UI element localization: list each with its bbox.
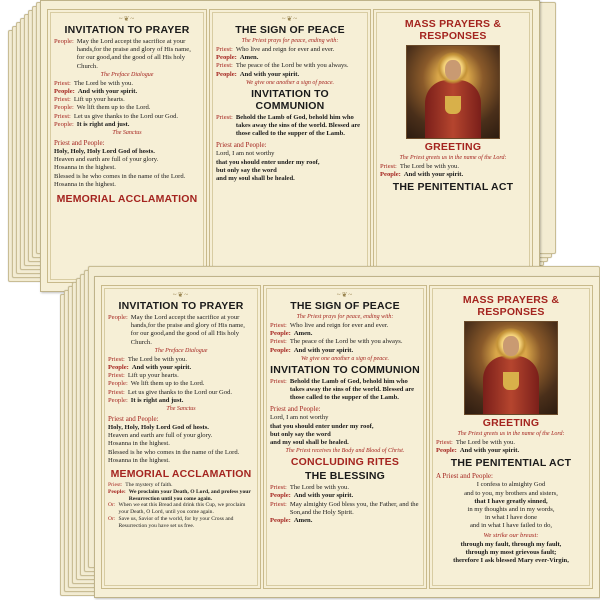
text-line: May the Lord accept the sacrifice at your hands,for the praise and glory of His name, for our good,and the good of all His holy Church. [130, 314, 245, 346]
ornament-divider: ~❦~ [336, 291, 354, 299]
text-line: People: [108, 364, 129, 372]
text-line: And with your spirit. [293, 346, 354, 354]
text-line: We strike our breast: [483, 531, 539, 539]
text-line: Who live and reign for ever and ever. [235, 46, 335, 53]
text-line: Priest: [270, 484, 287, 492]
decorative-shape [54, 104, 200, 112]
decorative-shape [445, 60, 461, 80]
decorative-shape [54, 80, 200, 88]
mass-prayers-panel [373, 9, 533, 283]
text-line: May the Lord accept the sacrifice at your hands,for the praise and glory of His name, for our good,and the good of all His holy Church. [76, 38, 191, 70]
text-line: and in what I have failed to do, [469, 522, 553, 530]
decorative-shape [108, 516, 254, 530]
decorative-shape [380, 163, 526, 171]
text-line: Or: [108, 502, 116, 509]
text-line: The Preface Dialogue [100, 71, 154, 78]
text-line: THE SIGN OF PEACE [235, 24, 345, 36]
decorative-shape [108, 489, 254, 503]
text-line: Behold the Lamb of God, behold him who takes away the sins of the world. Blessed are those called to the supper of the Lamb. [289, 377, 415, 402]
text-line: People: [380, 171, 401, 179]
decorative-shape [270, 492, 420, 500]
decorative-shape [216, 114, 364, 139]
decorative-shape [108, 397, 254, 405]
text-line: MASS PRAYERS & RESPONSES [404, 18, 502, 42]
text-line: Priest: [270, 377, 287, 385]
text-line: Heaven and earth are full of your glory. [54, 156, 159, 164]
text-line: THE BLESSING [305, 470, 385, 483]
text-line: THE PENITENTIAL ACT [450, 457, 572, 470]
text-line: The Priest prays for peace, ending with: [296, 314, 394, 320]
text-line: CONCLUDING RITES [290, 456, 400, 469]
text-line: Save us, Savior of the world, for by your Cross and Resurrection you have set us free. [118, 516, 234, 529]
decorative-shape [270, 330, 420, 338]
text-line: People: [108, 488, 126, 495]
text-line: Priest: [270, 338, 287, 346]
text-line: GREETING [424, 141, 482, 153]
text-line: And with your spirit. [459, 447, 520, 455]
decorative-shape [108, 364, 254, 372]
text-line: And with your spirit. [131, 364, 192, 372]
decorative-shape [108, 356, 254, 364]
text-line: It is right and just. [76, 120, 130, 128]
decorative-shape [108, 502, 254, 516]
text-line: MEMORIAL ACCLAMATION [56, 193, 198, 206]
text-line: People: [270, 517, 291, 525]
text-line: A Priest and People: [436, 472, 493, 481]
text-line: The Priest prays for peace, ending with: [241, 38, 339, 44]
text-line: Priest: [108, 372, 125, 380]
text-line: And with your spirit. [403, 171, 464, 179]
ornament-divider: ~❦~ [118, 15, 136, 23]
text-line: that I have greatly sinned, [474, 497, 548, 505]
decorative-shape [216, 46, 364, 54]
invitation-panel-front [101, 285, 261, 589]
text-line: and my soul shall be healed. [216, 175, 295, 183]
text-line: in my thoughts and in my words, [467, 506, 555, 514]
text-line: Priest: [108, 388, 125, 396]
text-line: People: [108, 380, 128, 388]
text-line: Behold the Lamb of God, behold him who takes away the sins of the world. Blessed are those called to the supper of the Lamb. [235, 113, 361, 138]
decorative-shape [108, 482, 254, 489]
text-line: And with your spirit. [77, 88, 138, 96]
text-line: Priest: [436, 439, 453, 446]
text-line: but only say the word [216, 166, 277, 174]
text-line: The Preface Dialogue [154, 347, 208, 354]
text-line: People: [216, 54, 237, 62]
text-line: The Priest greets us in the name of the Lord: [399, 155, 507, 161]
text-line: Priest and People: [216, 141, 267, 150]
decorative-shape [216, 54, 364, 62]
text-line: Priest and People: [270, 405, 321, 414]
jesus-eucharist-image-front [464, 321, 558, 415]
text-line: The Lord be with you. [73, 79, 134, 87]
text-line: Hosanna in the highest. [108, 440, 170, 448]
decorative-shape [270, 338, 420, 346]
text-line: And with your spirit. [239, 70, 300, 78]
text-line: People: [108, 396, 128, 404]
text-line: Priest: [216, 113, 233, 121]
decorative-shape [270, 517, 420, 525]
decorative-shape [54, 113, 200, 121]
text-line: People: [436, 447, 457, 455]
decorative-shape [54, 38, 200, 71]
text-line: We lift them up to the Lord. [130, 380, 205, 388]
sign-of-peace-panel [209, 9, 371, 283]
text-line: Hosanna in the highest. [54, 180, 116, 188]
decorative-shape [380, 171, 526, 179]
text-line: INVITATION TO COMMUNION [270, 363, 420, 376]
text-line: People: [54, 88, 75, 96]
text-line: People: [54, 120, 74, 128]
text-line: Priest: [216, 62, 233, 70]
invitation-panel [47, 9, 207, 283]
text-line: Heaven and earth are full of your glory. [108, 432, 213, 440]
text-line: We lift them up to the Lord. [76, 104, 151, 112]
decorative-shape [108, 314, 254, 347]
decorative-shape [436, 439, 586, 447]
text-line: I confess to almighty God [476, 481, 546, 489]
text-line: and to you, my brothers and sisters, [464, 489, 558, 497]
decorative-shape [216, 71, 364, 79]
text-line: Lord, I am not worthy [270, 414, 329, 422]
text-line: Amen. [239, 54, 259, 62]
text-line: The mystery of faith. [125, 482, 173, 489]
text-line: It is right and just. [130, 396, 184, 404]
back-card [40, 0, 540, 292]
decorative-shape [503, 372, 519, 390]
text-line: that you should enter under my roof, [216, 158, 320, 166]
text-line: Amen. [293, 330, 313, 338]
text-line: Priest: [54, 96, 71, 104]
text-line: People: [270, 492, 291, 500]
text-line: and my soul shall be healed. [270, 439, 349, 447]
text-line: MASS PRAYERS & RESPONSES [462, 294, 560, 318]
text-line: We give one another a sign of peace. [245, 79, 335, 86]
text-line: Hosanna in the highest. [108, 456, 170, 464]
text-line: The Sanctus [166, 406, 196, 413]
text-line: And with your spirit. [293, 492, 354, 500]
text-line: Priest and People: [108, 415, 159, 424]
text-line: People: [54, 104, 74, 112]
text-line: People: [270, 330, 291, 338]
text-line: Lord, I am not worthy [216, 150, 275, 158]
text-line: Holy, Holy, Holy Lord God of hosts. [54, 148, 155, 156]
text-line: The Priest receives the Body and Blood of Christ. [285, 448, 405, 455]
text-line: Let us give thanks to the Lord our God. [73, 112, 179, 120]
text-line: Priest: [270, 322, 287, 329]
text-line: The Priest greets us in the name of the Lord: [457, 431, 565, 437]
text-line: People: [270, 346, 291, 354]
text-line: Lift up your hearts. [127, 372, 179, 380]
text-line: Lift up your hearts. [73, 96, 125, 104]
text-line: Or: [108, 516, 116, 523]
ornament-divider: ~❦~ [281, 15, 299, 23]
decorative-shape [216, 62, 364, 70]
text-line: INVITATION TO COMMUNION [251, 87, 329, 112]
ornament-divider: ~❦~ [172, 291, 190, 299]
text-line: Let us give thanks to the Lord our God. [127, 388, 233, 396]
text-line: that you should enter under my roof, [270, 422, 374, 430]
text-line: therefore I ask blessed Mary ever-Virgin, [453, 557, 569, 565]
text-line: Blessed is he who comes in the name of the Lord. [54, 172, 186, 180]
text-line: People: [108, 314, 128, 321]
text-line: Priest: [54, 79, 71, 87]
text-line: When we eat this Bread and drink this Cup, we proclaim your Death, O Lord, until you come again. [118, 502, 246, 516]
jesus-eucharist-image [406, 45, 500, 139]
text-line: Priest: [108, 355, 125, 363]
text-line: We proclaim your Death, O Lord, and profess your Resurrection until you come again. [128, 488, 251, 502]
mass-prayers-panel-front [429, 285, 593, 589]
decorative-shape [54, 121, 200, 129]
decorative-shape [270, 378, 420, 403]
text-line: Priest: [54, 112, 71, 120]
decorative-shape [108, 389, 254, 397]
decorative-shape [270, 501, 420, 517]
decorative-shape [503, 336, 519, 356]
text-line: The Lord be with you. [455, 439, 516, 446]
decorative-shape [270, 322, 420, 330]
decorative-shape [54, 88, 200, 96]
panel-title: INVITATION TO PRAYER [64, 24, 190, 36]
text-line: Priest: [270, 500, 287, 508]
text-line: through my most grievous fault; [465, 548, 557, 556]
text-line: Priest: [108, 482, 123, 489]
text-line: The peace of the Lord be with you always. [235, 62, 349, 70]
text-line: May almighty God bless you, the Father, and the Son,and the Holy Spirit. [289, 500, 419, 516]
text-line: GREETING [482, 417, 540, 429]
text-line: through my fault, through my fault, [460, 540, 562, 548]
text-line: Hosanna in the highest. [54, 164, 116, 172]
text-line: but only say the word [270, 430, 331, 438]
text-line: The peace of the Lord be with you always. [289, 338, 403, 346]
decorative-shape [108, 372, 254, 380]
text-line: Amen. [293, 517, 313, 525]
text-line: The Sanctus [112, 130, 142, 137]
decorative-shape [54, 96, 200, 104]
text-line: The Lord be with you. [399, 163, 460, 170]
text-line: Priest: [216, 46, 233, 53]
text-line: Holy, Holy, Holy Lord God of hosts. [108, 424, 209, 432]
decorative-shape [436, 447, 586, 455]
text-line: We give one another a sign of peace. [300, 355, 390, 362]
decorative-shape [108, 380, 254, 388]
text-line: Priest and People: [54, 139, 105, 148]
decorative-shape [270, 347, 420, 355]
decorative-shape [445, 96, 461, 114]
text-line: THE PENITENTIAL ACT [392, 181, 514, 194]
text-line: Blessed is he who comes in the name of the Lord. [108, 448, 240, 456]
front-card-stack [0, 250, 600, 600]
text-line: Who live and reign for ever and ever. [289, 322, 389, 329]
text-line: in what I have done [485, 514, 537, 522]
text-line: The Lord be with you. [127, 355, 188, 363]
text-line: People: [216, 70, 237, 78]
front-card [94, 276, 600, 598]
sign-of-peace-panel-front [263, 285, 427, 589]
text-line: INVITATION TO PRAYER [118, 300, 244, 312]
text-line: THE SIGN OF PEACE [290, 300, 400, 312]
text-line: People: [54, 38, 74, 45]
text-line: The Lord be with you. [289, 484, 350, 492]
text-line: MEMORIAL ACCLAMATION [110, 468, 252, 481]
text-line: Priest: [380, 163, 397, 170]
decorative-shape [270, 484, 420, 492]
